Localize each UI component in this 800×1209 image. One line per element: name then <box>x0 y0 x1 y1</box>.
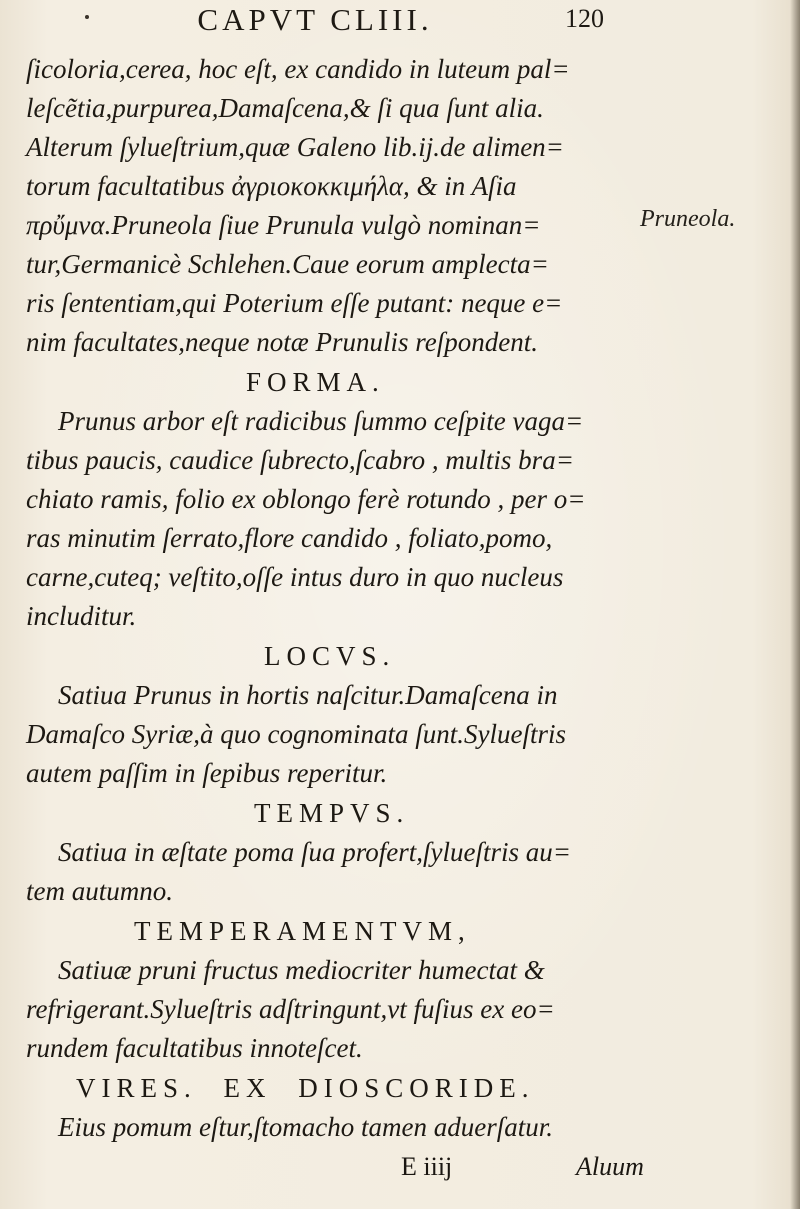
text-line: carne,cuteq; veſtito,oſſe intus duro in quo nucleus <box>26 562 564 592</box>
ink-speck <box>85 15 89 19</box>
text-line: autem paſſim in ſepibus reperitur. <box>26 758 388 788</box>
page-header <box>0 2 800 46</box>
text-line: ris ſententiam,qui Poterium eſſe putant: neque e= <box>26 288 563 318</box>
text-line: tur,Germanicè Schlehen.Caue eorum amplecta= <box>26 249 549 279</box>
text-line: chiato ramis, folio ex oblongo ferè rotundo , per o= <box>26 484 586 514</box>
section-heading-forma: FORMA. <box>246 367 385 397</box>
text-line: Satiuæ pruni fructus mediocriter humectat & <box>58 955 545 985</box>
section-heading-tempus: TEMPVS. <box>254 798 410 828</box>
text-line: leſcẽtia,purpurea,Damaſcena,& ſi qua ſunt alia. <box>26 93 544 123</box>
page-footer <box>26 1147 646 1187</box>
page-edge-shadow <box>790 0 800 1209</box>
text-line: includitur. <box>26 601 137 631</box>
section-heading-temperamentum: TEMPERAMENTVM, <box>134 916 471 946</box>
text-line: ras minutim ſerrato,flore candido , foliato,pomo, <box>26 523 553 553</box>
section-heading-locus: LOCVS. <box>264 641 396 671</box>
text-line: torum facultatibus ἀγριοκοκκιμήλα, & in Aſia <box>26 171 517 201</box>
section-heading-vires: VIRES. EX DIOSCORIDE. <box>76 1073 535 1103</box>
text-line: Damaſco Syriæ,à quo cognominata ſunt.Sylueſtris <box>26 719 566 749</box>
page-number: 120 <box>565 4 604 33</box>
catchword: Aluum <box>576 1152 644 1181</box>
text-line: refrigerant.Sylueſtris adſtringunt,vt fuſius ex eo= <box>26 994 555 1024</box>
signature-mark: E iiij <box>401 1152 453 1181</box>
text-line: Satiua in æſtate poma ſua profert,ſylueſtris au= <box>58 837 571 867</box>
margin-note: Pruneola. <box>640 206 736 232</box>
text-line: Satiua Prunus in hortis naſcitur.Damaſcena in <box>58 680 558 710</box>
body-text <box>26 50 646 1187</box>
text-line: Alterum ſylueſtrium,quæ Galeno lib.ij.de alimen= <box>26 132 564 162</box>
text-line: Prunus arbor eſt radicibus ſummo ceſpite vaga= <box>58 406 584 436</box>
text-line: Eius pomum eſtur,ſtomacho tamen aduerſatur. <box>58 1112 553 1142</box>
text-line: rundem facultatibus innoteſcet. <box>26 1033 363 1063</box>
text-line: tem autumno. <box>26 876 173 906</box>
text-line: πρὔμνα.Pruneola ſiue Prunula vulgò nominan= <box>26 210 541 240</box>
text-line: tibus paucis, caudice ſubrecto,ſcabro , multis bra= <box>26 445 574 475</box>
running-head: CAPVT CLIII. <box>197 2 433 37</box>
text-line: ſicoloria,cerea, hoc eſt, ex candido in luteum pal= <box>26 54 570 84</box>
text-line: nim facultates,neque notæ Prunulis reſpondent. <box>26 327 538 357</box>
